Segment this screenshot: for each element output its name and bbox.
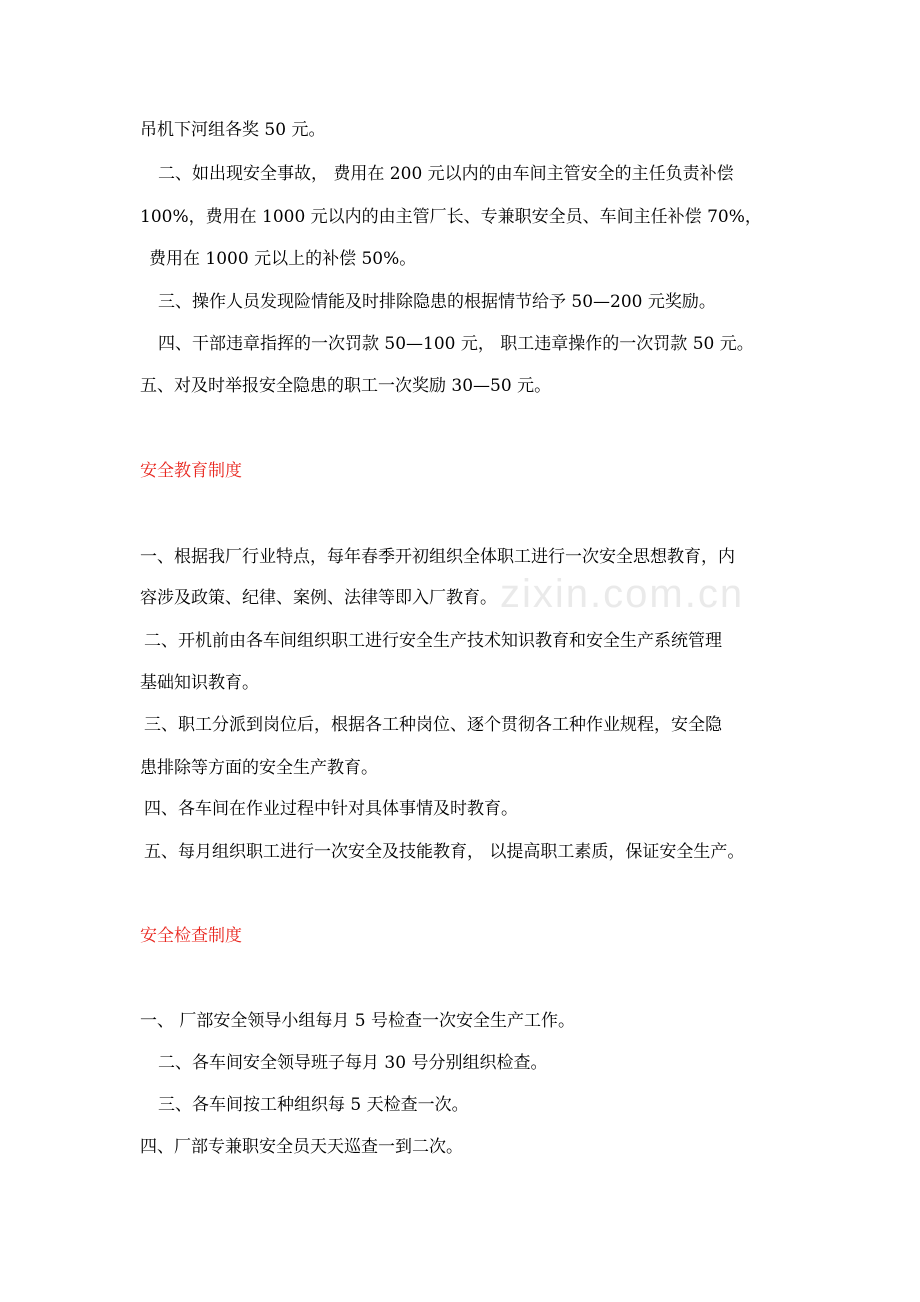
paragraph-line: 五、每月组织职工进行一次安全及技能教育， 以提高职工素质，保证安全生产。 [144,842,745,862]
paragraph-line: 三、操作人员发现险情能及时排除隐患的根据情节给予 50—200 元奖励。 [158,292,716,312]
paragraph-line: 基础知识教育。 [140,673,259,693]
section-heading-inspection: 安全检查制度 [140,926,242,946]
paragraph-line: 五、对及时举报安全隐患的职工一次奖励 30—50 元。 [140,376,552,396]
paragraph-line: 一、 厂部安全领导小组每月 5 号检查一次安全生产工作。 [140,1011,576,1031]
paragraph-line: 吊机下河组各奖 50 元。 [140,120,326,140]
paragraph-line: 二、各车间安全领导班子每月 30 号分别组织检查。 [158,1053,548,1073]
paragraph-line: 三、职工分派到岗位后，根据各工种岗位、逐个贯彻各工种作业规程，安全隐 [144,715,722,735]
watermark: zixin.com.cn [500,572,745,616]
paragraph-line: 费用在 1000 元以上的补偿 50%。 [149,249,417,269]
paragraph-line: 一、根据我厂行业特点，每年春季开初组织全体职工进行一次安全思想教育，内 [140,547,735,567]
paragraph-line: 二、开机前由各车间组织职工进行安全生产技术知识教育和安全生产系统管理 [144,631,722,651]
paragraph-line: 四、干部违章指挥的一次罚款 50—100 元， 职工违章操作的一次罚款 50 元。 [158,334,754,354]
paragraph-line: 容涉及政策、纪律、案例、法律等即入厂教育。 [140,588,497,608]
section-heading-education: 安全教育制度 [140,461,242,481]
paragraph-line: 四、厂部专兼职安全员天天巡查一到二次。 [140,1137,463,1157]
paragraph-line: 100%，费用在 1000 元以内的由主管厂长、专兼职安全员、车间主任补偿 70%， [140,207,762,227]
paragraph-line: 二、如出现安全事故， 费用在 200 元以内的由车间主管安全的主任负责补偿 [158,164,734,184]
paragraph-line: 四、各车间在作业过程中针对具体事情及时教育。 [144,799,518,819]
paragraph-line: 三、各车间按工种组织每 5 天检查一次。 [158,1095,469,1115]
paragraph-line: 患排除等方面的安全生产教育。 [140,758,378,778]
